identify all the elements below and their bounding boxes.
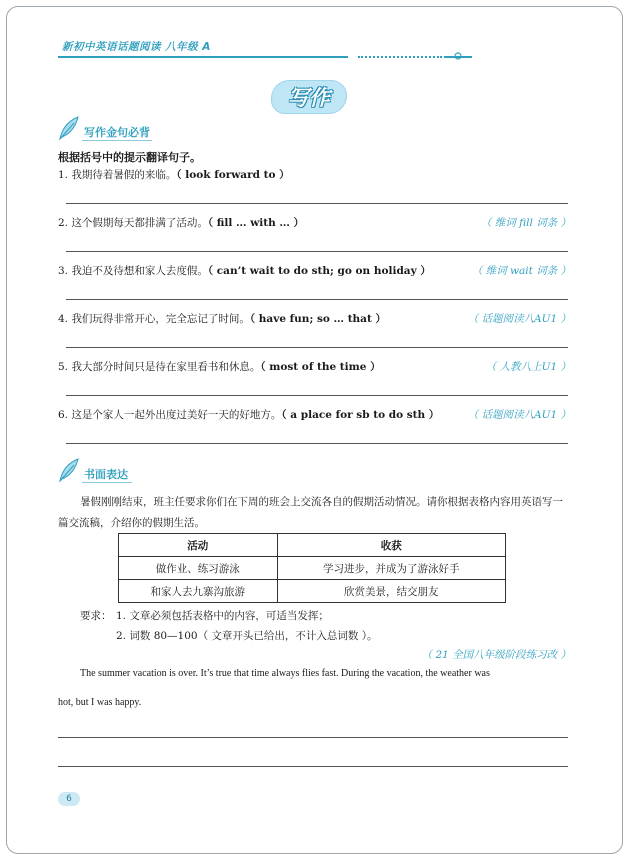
question-5-source: （ 人教八上U1 ） [485,361,571,373]
essay-start-line-2: hot, but I was happy. [58,697,142,708]
requirements-label: 要求： [80,610,112,622]
question-hint: （ fill … with … ） [207,217,305,229]
essay-start-line-1: The summer vacation is over. It’s true that time always flies fast. During the vacation, the weather was [80,668,490,679]
question-text: 我大部分时间只是待在家里看书和休息。 [71,361,261,373]
feather-icon [56,115,82,141]
question-hint: （ a place for sb to do sth ） [281,409,440,421]
answer-line-6[interactable] [66,443,568,444]
part1-heading-text: 写作金句必背 [84,126,150,139]
question-text: 这是个家人一起外出度过美好一天的好地方。 [71,409,282,421]
part2-heading [56,457,128,483]
answer-line-1[interactable] [66,203,568,204]
question-1 [58,167,290,182]
writing-prompt: 暑假刚刚结束，班主任要求你们在下周的班会上交流各自的假期活动情况。请你根据表格内容用英语写一篇交流稿，介绍你的假期生活。 [58,496,563,529]
book-title: 新初中英语话题阅读 八年级 A [62,41,211,53]
question-6-source: （ 话题阅读八AU1 ） [467,409,571,421]
question-6 [58,407,439,422]
part1-heading [56,115,150,141]
table-row [119,580,506,603]
feather-icon [56,457,82,483]
header-rule [58,56,348,58]
question-text: 我们玩得非常开心，完全忘记了时间。 [71,313,250,325]
requirement-2: 2. 词数 80—100（ 文章开头已给出，不计入总词数 ）。 [116,630,378,642]
question-hint: （ most of the time ） [260,361,381,373]
question-3 [58,263,431,278]
question-5 [58,359,381,374]
answer-line-3[interactable] [66,299,568,300]
writing-source: （ 21 全国八年级阶段练习改 ） [421,649,571,661]
answer-line-4[interactable] [66,347,568,348]
question-text: 这个假期每天都排满了活动。 [71,217,208,229]
question-text: 我期待着暑假的来临。 [71,169,177,181]
question-number: 3. [58,265,69,277]
table-header-cell: 活动 [119,534,278,557]
question-4-source: （ 话题阅读八AU1 ） [467,313,571,325]
part2-heading-rule [82,482,132,483]
question-2 [58,215,304,230]
question-text: 我迫不及待想和家人去度假。 [71,265,208,277]
answer-line-5[interactable] [66,395,568,396]
part2-heading-text: 书面表达 [84,468,128,481]
question-number: 6. [58,409,69,421]
table-row [119,557,506,580]
table-cell: 欣赏美景，结交朋友 [277,580,505,603]
header-dotted-rule [358,56,442,58]
question-number: 1. [58,169,69,181]
essay-line-2[interactable] [58,766,568,767]
table-cell: 和家人去九寨沟旅游 [119,580,278,603]
table-header-cell: 收获 [277,534,505,557]
part1-heading-rule [82,140,152,141]
table-cell: 学习进步，并成为了游泳好手 [277,557,505,580]
question-3-source: （ 维词 wait 词条 ） [471,265,571,277]
question-hint: （ have fun; so … that ） [249,313,386,325]
table-header-row [119,534,506,557]
question-hint: （ look forward to ） [176,169,290,181]
question-4 [58,311,386,326]
activity-table [118,533,506,603]
question-number: 2. [58,217,69,229]
answer-line-2[interactable] [66,251,568,252]
table-cell: 做作业、练习游泳 [119,557,278,580]
question-number: 4. [58,313,69,325]
question-hint: （ can’t wait to do sth; go on holiday ） [207,265,431,277]
question-number: 5. [58,361,69,373]
part1-instruction: 根据括号中的提示翻译句子。 [58,151,201,164]
page-number: 6 [66,794,72,804]
essay-line-1[interactable] [58,737,568,738]
question-2-source: （ 维词 fill 词条 ） [480,217,571,229]
section-title: 写作 [288,86,330,110]
header-end-ornament-icon [444,51,472,61]
requirement-1: 1. 文章必须包括表格中的内容，可适当发挥； [116,610,329,622]
